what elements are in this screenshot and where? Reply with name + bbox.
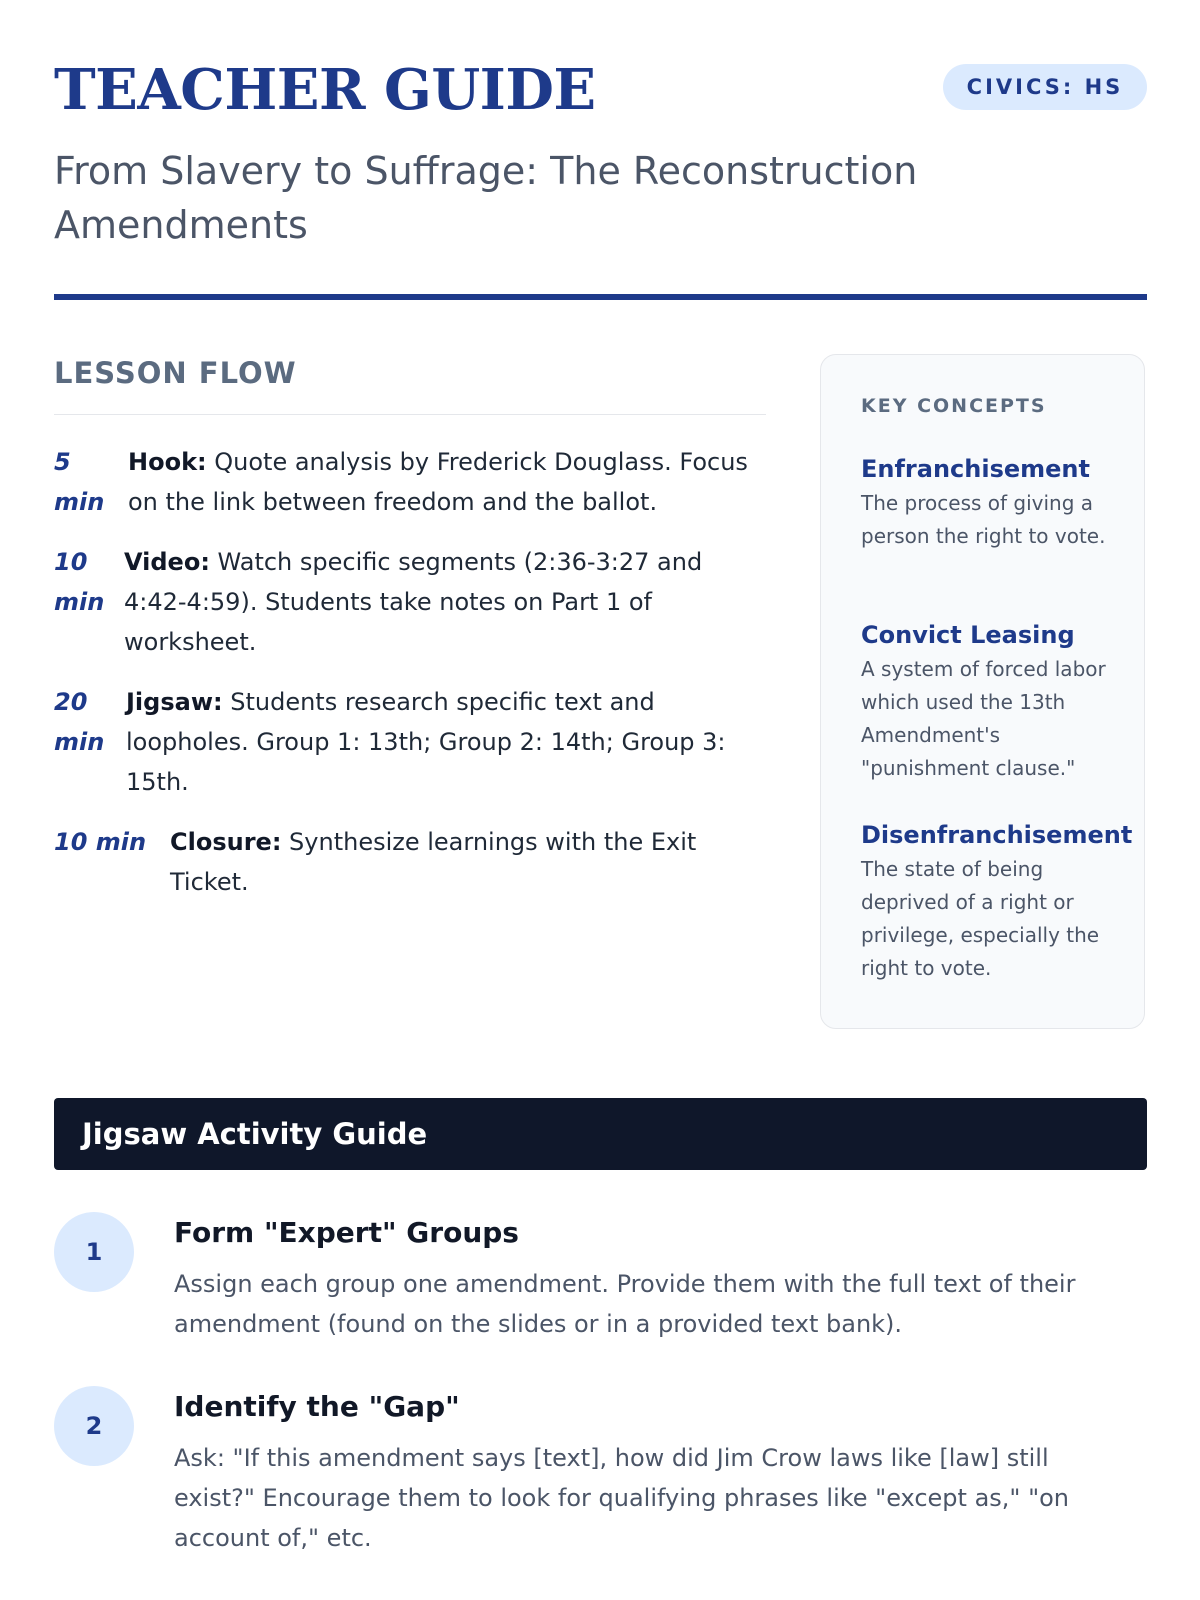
key-concepts-panel — [820, 354, 1145, 1029]
flow-item-description: Synthesize learnings with the Exit Ticket. — [170, 828, 697, 896]
jigsaw-section-header — [54, 1098, 1147, 1170]
flow-item-label: Video: — [124, 548, 210, 576]
flow-item-text — [170, 822, 766, 902]
concept-definition: The process of giving a person the right to vote. — [861, 491, 1106, 548]
flow-item-label: Closure: — [170, 828, 282, 856]
concept-convict-leasing — [861, 617, 1131, 785]
step-title: Form "Expert" Groups — [174, 1216, 519, 1249]
flow-item-text — [128, 442, 766, 522]
lesson-flow-list — [54, 442, 766, 922]
step-number-badge: 2 — [54, 1386, 134, 1466]
lesson-flow-heading: LESSON FLOW — [54, 356, 297, 390]
flow-item-label: Hook: — [128, 448, 207, 476]
lesson-flow-divider — [54, 414, 766, 415]
step-description: Assign each group one amendment. Provide them with the full text of their amendment (found on the slides or in a provided text bank). — [174, 1270, 1076, 1338]
concept-term: Disenfranchisement — [861, 821, 1133, 849]
subject-badge: CIVICS: HS — [943, 64, 1147, 110]
concept-definition: The state of being deprived of a right or privilege, especially the right to vote. — [861, 857, 1100, 980]
concept-term: Enfranchisement — [861, 455, 1090, 483]
header-divider — [54, 294, 1147, 300]
concept-disenfranchisement — [861, 817, 1131, 985]
step-description: Ask: "If this amendment says [text], how did Jim Crow laws like [law] still exist?" Encourage them to look for qualifying phrases like "except as," "on account of," etc. — [174, 1444, 1070, 1552]
lesson-subtitle: From Slavery to Suffrage: The Reconstruction Amendments — [54, 149, 918, 247]
flow-item-label: Jigsaw: — [126, 688, 223, 716]
step-number-badge: 1 — [54, 1212, 134, 1292]
flow-item-jigsaw — [54, 682, 766, 802]
flow-item-closure — [54, 822, 766, 902]
flow-item-time: 20 min — [54, 688, 105, 756]
flow-item-time: 10 min — [54, 548, 105, 616]
flow-item-text — [126, 682, 766, 802]
flow-item-description: Students research specific text and loopholes. Group 1: 13th; Group 2: 14th; Group 3: 15th. — [126, 688, 726, 796]
concept-enfranchisement — [861, 451, 1131, 553]
flow-item-time: 5 min — [54, 448, 105, 516]
flow-item-video — [54, 542, 766, 662]
flow-item-hook — [54, 442, 766, 522]
jigsaw-title: Jigsaw Activity Guide — [82, 1117, 428, 1151]
flow-item-description: Quote analysis by Frederick Douglass. Focus on the link between freedom and the ballot. — [128, 448, 748, 516]
page-title: TEACHER GUIDE — [54, 57, 596, 123]
key-concepts-heading: KEY CONCEPTS — [861, 395, 1047, 417]
flow-item-text — [124, 542, 766, 662]
flow-item-description: Watch specific segments (2:36-3:27 and 4:42-4:59). Students take notes on Part 1 of worksheet. — [124, 548, 703, 656]
concept-definition: A system of forced labor which used the 13th Amendment's "punishment clause." — [861, 657, 1106, 780]
flow-item-time: 10 min — [54, 828, 147, 856]
concept-term: Convict Leasing — [861, 621, 1075, 649]
step-title: Identify the "Gap" — [174, 1390, 460, 1423]
